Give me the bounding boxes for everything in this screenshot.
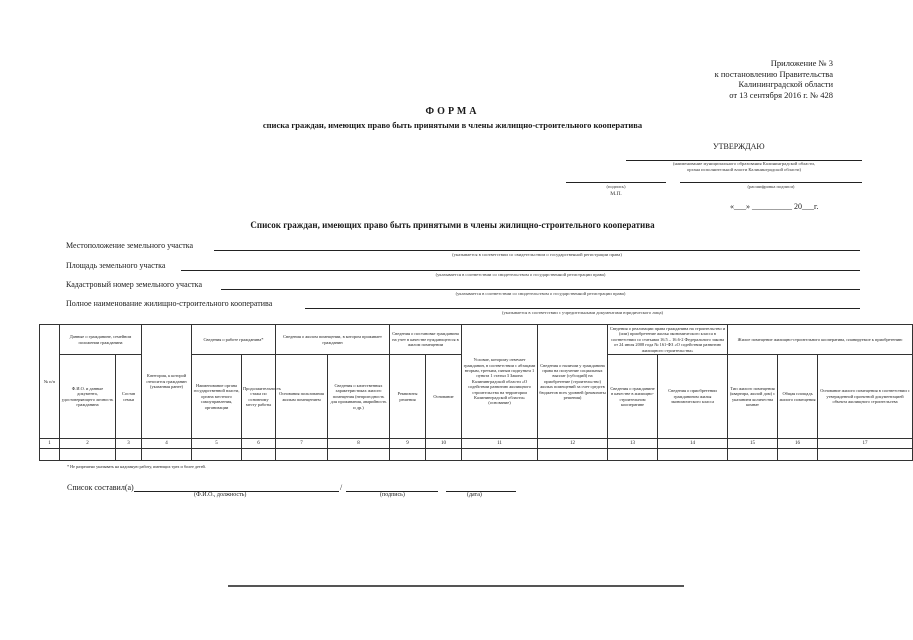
th-employer: Наименование органа государственной власти, органа местного самоуправления, организации [192, 355, 242, 439]
col-number: 11 [462, 439, 538, 449]
field-coop-hint: (указывается в соответствии с учредительными документами юридического лица) [501, 310, 664, 315]
decode-line [680, 182, 862, 183]
list-title: Список граждан, имеющих право быть принятыми в члены жилищно-строительного кооператива [250, 220, 655, 230]
field-location-line [214, 250, 860, 251]
col-number: 13 [608, 439, 658, 449]
col-number: 6 [242, 439, 276, 449]
col-number: 9 [390, 439, 426, 449]
appendix-header [715, 58, 833, 100]
scan-artifact-line [228, 585, 684, 587]
th-duration: Продолжительность стажа по основному месту работы [242, 355, 276, 439]
decode-hint: (расшифровка подписи) [747, 184, 795, 189]
col-number: 2 [60, 439, 116, 449]
appendix-date: от 13 сентября 2016 г. № 428 [729, 89, 833, 100]
hint-date: (дата) [467, 492, 482, 498]
th-area: Общая площадь жилого помещения [778, 355, 818, 439]
field-area-hint: (указывается в соответствии со свидетельством о государственной регистрации права) [435, 272, 606, 277]
col-number: 8 [328, 439, 390, 449]
form-title: ФОРМА [425, 106, 480, 117]
th-work: Сведения о работе гражданина* [192, 325, 276, 355]
field-cadastral: Кадастровый номер земельного участка [66, 280, 202, 289]
appendix-line: Калининградской области [738, 79, 833, 89]
field-area-line [181, 270, 860, 271]
field-cadastral-hint: (указывается в соответствии со свидетельством о государственной регистрации права) [455, 291, 626, 296]
table-row [40, 449, 913, 461]
col-number: 16 [778, 439, 818, 449]
appendix-line: к постановлению Правительства [714, 68, 833, 79]
approve-org-hint [626, 161, 862, 173]
sign-line [566, 182, 666, 183]
sign-hint: (подпись) [606, 184, 626, 189]
col-number: 1 [40, 439, 60, 449]
th-citizen: Данные о гражданине, семейном положении гражданина [60, 325, 142, 355]
footnote: * Не разрешено указывать на надомную работу, имеющих трех и более детей. [67, 464, 206, 469]
table-number-row [40, 439, 913, 449]
th-reqs: Реквизиты решения [390, 355, 426, 439]
col-number: 12 [538, 439, 608, 449]
form-subtitle: списка граждан, имеющих право быть принятыми в члены жилищно-строительного кооператива [262, 120, 643, 130]
th-category: Категория, к которой относится гражданин (указанная ранее) [142, 325, 192, 439]
col-number: 7 [276, 439, 328, 449]
th-housing: Сведения о жилом помещении, в котором проживает гражданин [276, 325, 390, 355]
th-participation: Сведения о гражданине в качестве в жилищно-строительном кооперативе [608, 355, 658, 439]
col-number: 3 [116, 439, 142, 449]
th-family: Состав семьи [116, 355, 142, 439]
slash: / [340, 483, 343, 492]
th-subsidy: Сведения о наличии у гражданина права на получение социальных выплат (субсидий) на приобретение (строительство) жилых помещений за счет средств бюджетов всех уровней (реквизиты решения) [538, 325, 608, 439]
approve-date: «___» __________ 20___г. [730, 202, 819, 211]
col-number: 5 [192, 439, 242, 449]
th-condition: Условие, которому отвечает гражданин, в соответствии с абзацами вторым, третьим, пятым подпункта 1 пункта 1 статьи 3 Закона Калининградской области «О содействии развитию жилищного строительства на территории Калининградской области» (основание) [462, 325, 538, 439]
citizens-table [39, 324, 913, 461]
th-type: Тип жилого помещения (квартира, жилой дом) с указанием количества комнат [728, 355, 778, 439]
th-num: № п/п [40, 325, 60, 439]
th-planned: Жилое помещение жилищно-строительного кооператива, планируемое к приобретению [728, 325, 913, 355]
hint-text: (наименование муниципального образования Калининградской области, [673, 161, 815, 166]
field-location-hint: (указывается в соответствии со свидетельством о государственной регистрации права) [452, 252, 622, 257]
th-reason: Основание жилого помещения в соответствии с утвержденной проектной документацией объекта жилищного строительства [818, 355, 913, 439]
field-coop-line [305, 308, 860, 309]
field-location: Местоположение земельного участка [66, 241, 194, 250]
th-register: Сведения о постановке гражданина на учет в качестве нуждающегося в жилом помещении [390, 325, 462, 355]
composed-label: Список составил(а) [67, 483, 134, 492]
th-realization: Сведения о реализации права гражданина на строительство и (или) приобретение жилья экономического класса в соответствии со статьями 16.5 – 16.6-2 Федерального закона от 24 июля 2008 года № 161-ФЗ «О содействии развитию жилищного строительства» [608, 325, 728, 355]
mp-label: М.П. [610, 191, 622, 197]
field-cadastral-line [221, 289, 860, 290]
appendix-line: Приложение № 3 [770, 58, 833, 68]
th-basis: Основания пользования жилым помещением [276, 355, 328, 439]
col-number: 14 [658, 439, 728, 449]
th-grounds: Основание [426, 355, 462, 439]
col-number: 15 [728, 439, 778, 449]
th-props: Сведения о качественных характеристиках жилого помещения (непригодность для проживания, аварийность и др.) [328, 355, 390, 439]
col-number: 17 [818, 439, 913, 449]
approve-label: УТВЕРЖДАЮ [713, 142, 765, 151]
hint-fio: (Ф.И.О., должность) [194, 492, 247, 498]
hint-text: органа исполнительной власти Калининградской области) [686, 167, 802, 172]
field-coop-name: Полное наименование жилищно-строительного кооператива [66, 299, 273, 308]
th-fio: Ф.И.О. и данные документа, удостоверяющего личность гражданина [60, 355, 116, 439]
col-number: 4 [142, 439, 192, 449]
col-number: 10 [426, 439, 462, 449]
th-acquisition: Сведения о приобретении гражданином жилья экономического класса [658, 355, 728, 439]
hint-sign: (подпись) [380, 492, 405, 498]
field-area: Площадь земельного участка [66, 261, 166, 270]
